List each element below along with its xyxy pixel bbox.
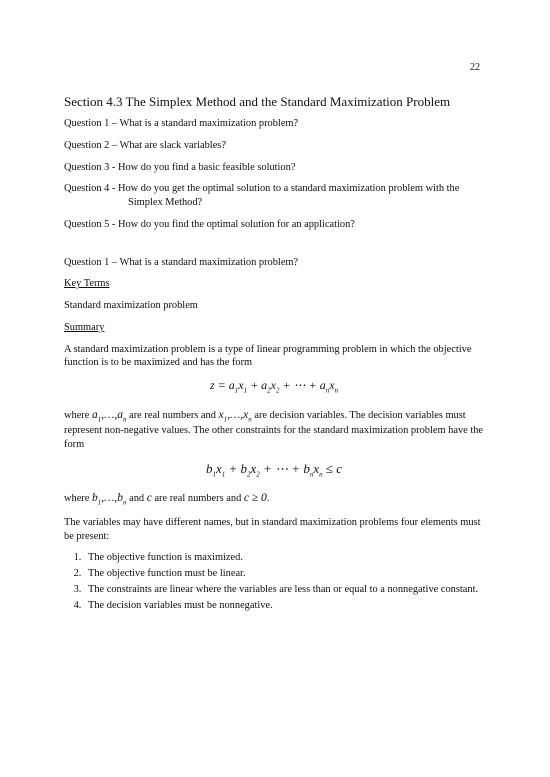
summary-paragraph: A standard maximization problem is a type of linear programming problem in which the objective function is to be maximized and has the form <box>64 343 472 369</box>
question-2: Question 2 – What are slack variables? <box>64 139 226 151</box>
document-body <box>64 93 484 614</box>
question-3: Question 3 - How do you find a basic feasible solution? <box>64 161 296 173</box>
question-1: Question 1 – What is a standard maximization problem? <box>64 118 299 130</box>
where-constraint-paragraph: where $b_1,\dots,b_n$ and c are real numbers and c ≥ 0. <box>64 492 270 507</box>
summary-label: Summary <box>64 321 105 333</box>
list-item: 1. The objective function is maximized. <box>84 551 484 565</box>
question-5: Question 5 - How do you find the optimal solution for an application? <box>64 218 355 230</box>
list-item: 3. The constraints are linear where the variables are less than or equal to a nonnegative constant. <box>84 583 484 597</box>
list-item: 4. The decision variables must be nonnegative. <box>84 599 484 613</box>
objective-function-equation: $z = a_1x_1 + a_2x_2$ + ⋯ + $a_nx_n$ <box>209 377 339 395</box>
elements-list <box>64 551 484 612</box>
elements-intro: The variables may have different names, but in standard maximization problems four elements must be present: <box>64 516 481 542</box>
constraint-inequality: $b_1x_1 + b_2x_2$ + ⋯ + $b_nx_n \le c$ <box>205 460 343 479</box>
section-title: Section 4.3 The Simplex Method and the Standard Maximization Problem <box>64 94 451 109</box>
question-1-heading: Question 1 – What is a standard maximization problem? <box>64 256 299 268</box>
key-term: Standard maximization problem <box>64 300 198 312</box>
question-4: Question 4 - How do you get the optimal solution to a standard maximization problem with the Simplex Method? <box>64 183 460 209</box>
list-item: 2. The objective function must be linear. <box>84 567 484 581</box>
where-coefficients-paragraph: where $a_1,\dots,a_n$ are real numbers and $x_1,\dots,x_n$ are decision variables. The decision variables must represent non-negative values. The other constraints for the standard maximization problem have the form <box>64 408 484 450</box>
page-number: 22 <box>470 62 480 73</box>
key-terms-label: Key Terms <box>64 278 110 290</box>
